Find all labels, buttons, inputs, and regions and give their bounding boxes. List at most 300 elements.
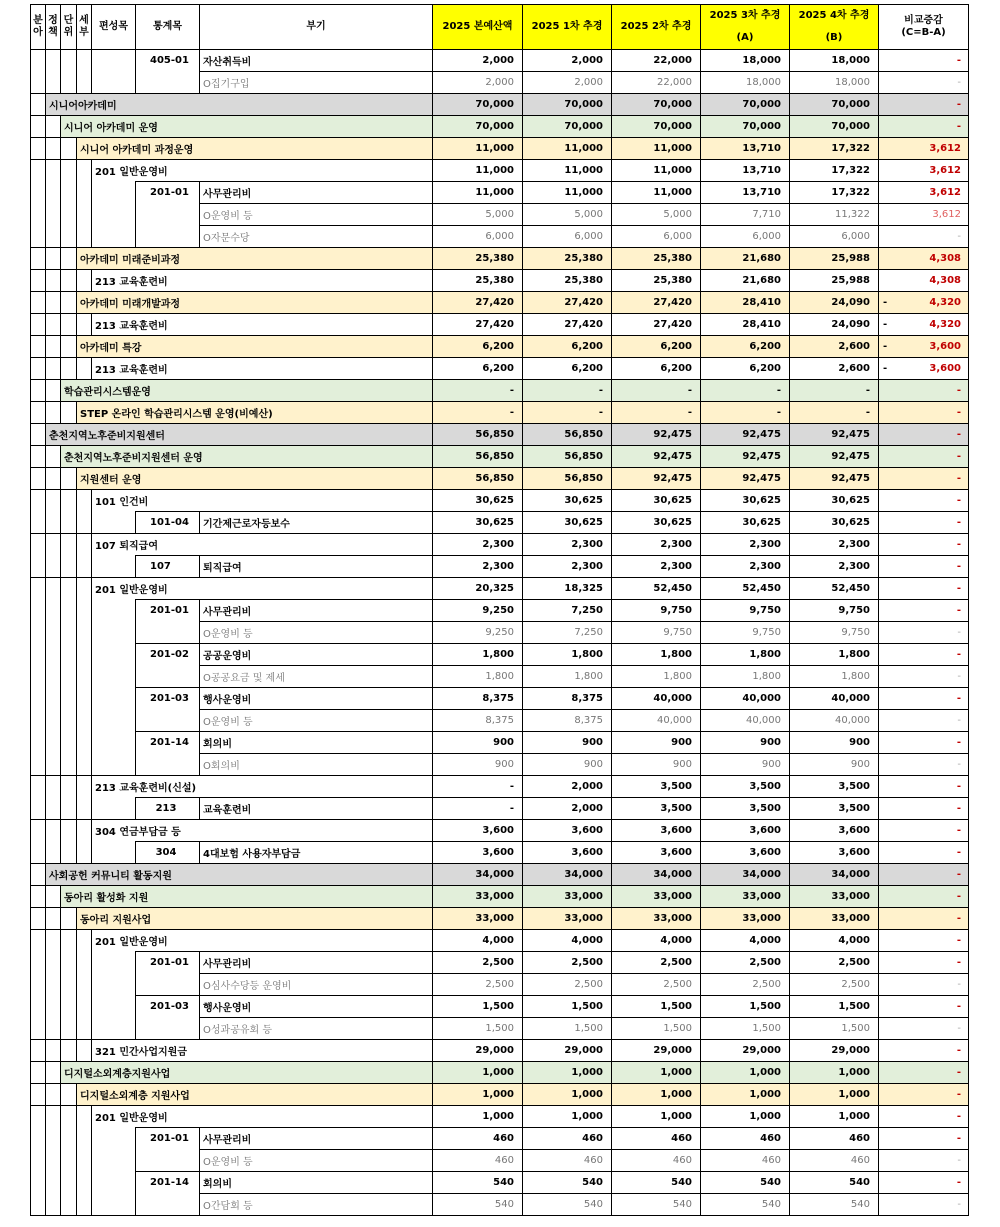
indent-cell — [46, 72, 61, 94]
diff-value: 4,308 — [929, 253, 961, 264]
diff-cell — [879, 1172, 969, 1194]
diff-value: - — [957, 671, 961, 682]
indent-cell — [61, 72, 77, 94]
indent-cell — [31, 358, 46, 380]
diff-cell — [879, 336, 969, 358]
indent-cell — [77, 226, 92, 248]
indent-cell — [92, 842, 136, 864]
value-cell: - — [433, 402, 523, 424]
value-cell: 3,500 — [612, 776, 701, 798]
value-cell: 2,500 — [701, 952, 790, 974]
table-row — [31, 798, 969, 820]
indent-cell — [46, 644, 61, 666]
value-cell: 460 — [433, 1128, 523, 1150]
indent-cell — [46, 820, 61, 842]
value-cell: 29,000 — [523, 1040, 612, 1062]
header-pyeonseongmok: 편성목 — [92, 5, 136, 50]
diff-value: - — [957, 77, 961, 88]
indent-cell — [77, 204, 92, 226]
diff-cell — [879, 72, 969, 94]
row-label: 기간제근로자등보수 — [200, 512, 433, 534]
value-cell: 900 — [790, 754, 879, 776]
indent-cell — [92, 732, 136, 754]
table-row — [31, 336, 969, 358]
row-code — [136, 974, 200, 996]
table-row — [31, 1106, 969, 1128]
value-cell: 1,500 — [701, 1018, 790, 1040]
row-code: 201-01 — [136, 1128, 200, 1150]
indent-cell — [46, 622, 61, 644]
value-cell: 11,322 — [790, 204, 879, 226]
indent-cell — [31, 402, 46, 424]
row-label: 사무관리비 — [200, 1128, 433, 1150]
indent-cell — [77, 72, 92, 94]
value-cell: 8,375 — [523, 688, 612, 710]
indent-cell — [92, 688, 136, 710]
diff-value: - — [956, 473, 961, 484]
row-code: 405-01 — [136, 50, 200, 72]
row-label: 사무관리비 — [200, 600, 433, 622]
indent-cell — [31, 578, 46, 600]
table-row — [31, 468, 969, 490]
value-cell: 900 — [701, 732, 790, 754]
indent-cell — [46, 336, 61, 358]
diff-cell — [879, 930, 969, 952]
value-cell: 1,800 — [433, 644, 523, 666]
value-cell: 900 — [433, 754, 523, 776]
value-cell: 6,200 — [701, 358, 790, 380]
header-diff: 비교증감 (C=B-A) — [879, 5, 969, 50]
value-cell: 13,710 — [701, 182, 790, 204]
indent-cell — [46, 842, 61, 864]
value-cell: 2,300 — [612, 534, 701, 556]
indent-cell — [31, 996, 46, 1018]
table-row — [31, 1150, 969, 1172]
header-tonggyemok: 통계목 — [136, 5, 200, 50]
value-cell: 900 — [523, 732, 612, 754]
value-cell: 1,500 — [612, 1018, 701, 1040]
indent-cell — [46, 556, 61, 578]
diff-cell — [879, 798, 969, 820]
row-code: 201-01 — [136, 182, 200, 204]
value-cell: 1,000 — [523, 1106, 612, 1128]
value-cell: 29,000 — [701, 1040, 790, 1062]
row-label: 행사운영비 — [200, 996, 433, 1018]
budget-rows — [31, 50, 969, 1216]
value-cell: 1,800 — [701, 644, 790, 666]
row-label: 자산취득비 — [200, 50, 433, 72]
value-cell: 27,420 — [433, 314, 523, 336]
indent-cell — [46, 160, 61, 182]
value-cell: 33,000 — [523, 886, 612, 908]
row-code — [136, 754, 200, 776]
diff-value: - — [957, 1023, 961, 1034]
indent-cell — [46, 270, 61, 292]
indent-cell — [31, 292, 46, 314]
indent-cell — [61, 512, 77, 534]
indent-cell — [61, 534, 77, 556]
value-cell: 540 — [523, 1172, 612, 1194]
row-label: 201 일반운영비 — [92, 1106, 433, 1128]
value-cell: 30,625 — [790, 512, 879, 534]
value-cell: 3,600 — [701, 842, 790, 864]
value-cell: 34,000 — [523, 864, 612, 886]
diff-cell — [879, 952, 969, 974]
value-cell: 11,000 — [523, 138, 612, 160]
value-cell: 2,500 — [612, 952, 701, 974]
indent-cell — [46, 930, 61, 952]
table-row — [31, 94, 969, 116]
indent-cell — [92, 182, 136, 204]
indent-cell — [46, 688, 61, 710]
value-cell: 1,500 — [523, 996, 612, 1018]
value-cell: - — [433, 776, 523, 798]
indent-cell — [92, 1150, 136, 1172]
indent-cell — [46, 402, 61, 424]
table-row — [31, 776, 969, 798]
indent-cell — [61, 1040, 77, 1062]
table-row — [31, 314, 969, 336]
row-code — [136, 1150, 200, 1172]
indent-cell — [77, 50, 92, 72]
value-cell: 70,000 — [790, 94, 879, 116]
row-code: 201-01 — [136, 952, 200, 974]
table-row — [31, 622, 969, 644]
value-cell: 21,680 — [701, 270, 790, 292]
indent-cell — [61, 468, 77, 490]
row-label: O운영비 등 — [200, 1150, 433, 1172]
row-label: 201 일반운영비 — [92, 578, 433, 600]
value-cell: 2,600 — [790, 336, 879, 358]
value-cell: 40,000 — [701, 688, 790, 710]
value-cell: 2,600 — [790, 358, 879, 380]
value-cell: 70,000 — [612, 116, 701, 138]
indent-cell — [46, 600, 61, 622]
diff-value: - — [956, 1045, 961, 1056]
value-cell: 1,000 — [701, 1084, 790, 1106]
value-cell: 3,600 — [433, 842, 523, 864]
row-label: 213 교육훈련비 — [92, 270, 433, 292]
row-label: 회의비 — [200, 732, 433, 754]
header-danwi: 단 위 — [61, 5, 77, 50]
value-cell: 6,000 — [701, 226, 790, 248]
table-row — [31, 1194, 969, 1216]
diff-cell — [879, 820, 969, 842]
table-row — [31, 1040, 969, 1062]
diff-value: - — [956, 869, 961, 880]
row-label: 4대보험 사용자부담금 — [200, 842, 433, 864]
table-row — [31, 952, 969, 974]
value-cell: 6,200 — [612, 336, 701, 358]
indent-cell — [31, 94, 46, 116]
value-cell: 1,500 — [433, 996, 523, 1018]
indent-cell — [61, 1128, 77, 1150]
row-label: 시니어아카데미 — [46, 94, 433, 116]
row-label: 교육훈련비 — [200, 798, 433, 820]
value-cell: 30,625 — [612, 512, 701, 534]
diff-value: - — [956, 99, 961, 110]
indent-cell — [92, 710, 136, 732]
row-code: 201-14 — [136, 732, 200, 754]
row-label: 107 퇴직급여 — [92, 534, 433, 556]
diff-cell — [879, 138, 969, 160]
value-cell: 460 — [790, 1128, 879, 1150]
value-cell: 900 — [433, 732, 523, 754]
indent-cell — [46, 468, 61, 490]
diff-value: - — [956, 495, 961, 506]
indent-cell — [46, 952, 61, 974]
row-label: 아카데미 미래개발과정 — [77, 292, 433, 314]
diff-cell — [879, 622, 969, 644]
value-cell: 56,850 — [523, 468, 612, 490]
value-cell: 540 — [790, 1172, 879, 1194]
row-label: O간담회 등 — [200, 1194, 433, 1216]
indent-cell — [92, 1018, 136, 1040]
indent-cell — [46, 226, 61, 248]
row-label: 지원센터 운영 — [77, 468, 433, 490]
indent-cell — [46, 1084, 61, 1106]
value-cell: 3,600 — [523, 842, 612, 864]
value-cell: 1,800 — [523, 666, 612, 688]
value-cell: 2,000 — [523, 50, 612, 72]
indent-cell — [46, 1062, 61, 1084]
value-cell: 27,420 — [433, 292, 523, 314]
value-cell: 30,625 — [701, 512, 790, 534]
value-cell: 2,000 — [433, 72, 523, 94]
value-cell: 1,000 — [523, 1084, 612, 1106]
value-cell: - — [433, 380, 523, 402]
table-row — [31, 644, 969, 666]
row-label: O집기구입 — [200, 72, 433, 94]
diff-value: - — [957, 231, 961, 242]
indent-cell — [61, 50, 77, 72]
value-cell: 56,850 — [433, 468, 523, 490]
value-cell: 2,500 — [433, 952, 523, 974]
indent-cell — [77, 974, 92, 996]
indent-cell — [92, 50, 136, 72]
value-cell: 70,000 — [433, 94, 523, 116]
value-cell: 11,000 — [523, 160, 612, 182]
value-cell: 6,000 — [523, 226, 612, 248]
diff-value: 4,308 — [929, 275, 961, 286]
indent-cell — [31, 776, 46, 798]
header-supp3: 2025 3차 추경 (A) — [701, 5, 790, 50]
table-row — [31, 886, 969, 908]
row-label: 101 인건비 — [92, 490, 433, 512]
indent-cell — [31, 182, 46, 204]
value-cell: 1,800 — [701, 666, 790, 688]
indent-cell — [46, 908, 61, 930]
diff-cell — [879, 842, 969, 864]
value-cell: 9,750 — [612, 600, 701, 622]
value-cell: 540 — [701, 1172, 790, 1194]
header-supp2: 2025 2차 추경 — [612, 5, 701, 50]
value-cell: 70,000 — [523, 116, 612, 138]
value-cell: 25,988 — [790, 270, 879, 292]
indent-cell — [92, 1194, 136, 1216]
indent-cell — [46, 1018, 61, 1040]
indent-cell — [77, 622, 92, 644]
indent-cell — [77, 490, 92, 512]
diff-cell — [879, 1106, 969, 1128]
indent-cell — [31, 556, 46, 578]
diff-value: 4,320 — [929, 297, 961, 308]
indent-cell — [92, 996, 136, 1018]
indent-cell — [92, 600, 136, 622]
header-budget: 2025 본예산액 — [433, 5, 523, 50]
table-row — [31, 996, 969, 1018]
table-row — [31, 380, 969, 402]
indent-cell — [61, 1172, 77, 1194]
value-cell: 1,800 — [433, 666, 523, 688]
row-label: 201 일반운영비 — [92, 160, 433, 182]
value-cell: 56,850 — [433, 424, 523, 446]
indent-cell — [61, 578, 77, 600]
value-cell: 18,325 — [523, 578, 612, 600]
diff-cell — [879, 534, 969, 556]
row-code: 107 — [136, 556, 200, 578]
indent-cell — [31, 732, 46, 754]
indent-cell — [31, 204, 46, 226]
value-cell: 5,000 — [433, 204, 523, 226]
table-row — [31, 248, 969, 270]
value-cell: 92,475 — [612, 446, 701, 468]
diff-value: - — [956, 649, 961, 660]
indent-cell — [61, 138, 77, 160]
table-row — [31, 688, 969, 710]
indent-cell — [46, 314, 61, 336]
diff-value: - — [956, 803, 961, 814]
row-label: 춘천지역노후준비지원센터 운영 — [61, 446, 433, 468]
value-cell: 70,000 — [701, 94, 790, 116]
table-row — [31, 512, 969, 534]
value-cell: 33,000 — [433, 886, 523, 908]
diff-cell — [879, 490, 969, 512]
row-code — [136, 666, 200, 688]
diff-cell — [879, 204, 969, 226]
diff-cell — [879, 424, 969, 446]
diff-value: - — [956, 693, 961, 704]
value-cell: 2,300 — [790, 534, 879, 556]
indent-cell — [77, 556, 92, 578]
diff-cell — [879, 710, 969, 732]
value-cell: 30,625 — [433, 512, 523, 534]
row-label: 사무관리비 — [200, 952, 433, 974]
value-cell: 3,500 — [790, 798, 879, 820]
value-cell: 1,000 — [701, 1062, 790, 1084]
value-cell: 20,325 — [433, 578, 523, 600]
row-code — [136, 1018, 200, 1040]
diff-cell — [879, 644, 969, 666]
indent-cell — [77, 1194, 92, 1216]
value-cell: 900 — [701, 754, 790, 776]
diff-value: - — [956, 913, 961, 924]
diff-value: - — [956, 451, 961, 462]
indent-cell — [31, 930, 46, 952]
indent-cell — [92, 556, 136, 578]
indent-cell — [46, 292, 61, 314]
header-supp1: 2025 1차 추경 — [523, 5, 612, 50]
indent-cell — [61, 952, 77, 974]
value-cell: 28,410 — [701, 314, 790, 336]
value-cell: 1,000 — [790, 1106, 879, 1128]
diff-value: 3,612 — [929, 165, 961, 176]
value-cell: - — [790, 380, 879, 402]
value-cell: 13,710 — [701, 138, 790, 160]
row-code: 304 — [136, 842, 200, 864]
table-row — [31, 182, 969, 204]
value-cell: - — [523, 380, 612, 402]
table-row — [31, 138, 969, 160]
diff-value: - — [956, 1089, 961, 1100]
row-code: 201-01 — [136, 600, 200, 622]
table-row — [31, 1128, 969, 1150]
indent-cell — [31, 468, 46, 490]
value-cell: 2,300 — [701, 534, 790, 556]
diff-value: - — [956, 1067, 961, 1078]
diff-cell — [879, 358, 969, 380]
row-label: O회의비 — [200, 754, 433, 776]
value-cell: 2,000 — [433, 50, 523, 72]
value-cell: 9,750 — [612, 622, 701, 644]
table-row — [31, 358, 969, 380]
indent-cell — [61, 490, 77, 512]
table-row — [31, 1172, 969, 1194]
diff-cell — [879, 226, 969, 248]
indent-cell — [92, 798, 136, 820]
value-cell: 4,000 — [701, 930, 790, 952]
indent-cell — [31, 1128, 46, 1150]
value-cell: 30,625 — [701, 490, 790, 512]
indent-cell — [61, 226, 77, 248]
indent-cell — [61, 622, 77, 644]
value-cell: 70,000 — [523, 94, 612, 116]
negative-sign: - — [883, 297, 888, 308]
indent-cell — [77, 1018, 92, 1040]
row-label: O공공요금 및 제세 — [200, 666, 433, 688]
indent-cell — [77, 842, 92, 864]
indent-cell — [46, 710, 61, 732]
diff-cell — [879, 402, 969, 424]
table-row — [31, 270, 969, 292]
row-code — [136, 72, 200, 94]
value-cell: 6,200 — [433, 358, 523, 380]
diff-cell — [879, 688, 969, 710]
diff-cell — [879, 1084, 969, 1106]
row-label: 춘천지역노후준비지원센터 — [46, 424, 433, 446]
value-cell: 3,600 — [790, 820, 879, 842]
value-cell: 70,000 — [433, 116, 523, 138]
row-label: 디지털소외계층지원사업 — [61, 1062, 433, 1084]
diff-value: - — [956, 1001, 961, 1012]
indent-cell — [31, 644, 46, 666]
row-code: 201-03 — [136, 996, 200, 1018]
value-cell: 5,000 — [523, 204, 612, 226]
diff-cell — [879, 270, 969, 292]
value-cell: 33,000 — [523, 908, 612, 930]
value-cell: 22,000 — [612, 72, 701, 94]
value-cell: 27,420 — [523, 292, 612, 314]
indent-cell — [92, 1128, 136, 1150]
diff-value: - — [956, 561, 961, 572]
indent-cell — [46, 798, 61, 820]
diff-cell — [879, 974, 969, 996]
value-cell: 8,375 — [523, 710, 612, 732]
indent-cell — [31, 622, 46, 644]
value-cell: 460 — [612, 1128, 701, 1150]
indent-cell — [92, 72, 136, 94]
table-row — [31, 534, 969, 556]
